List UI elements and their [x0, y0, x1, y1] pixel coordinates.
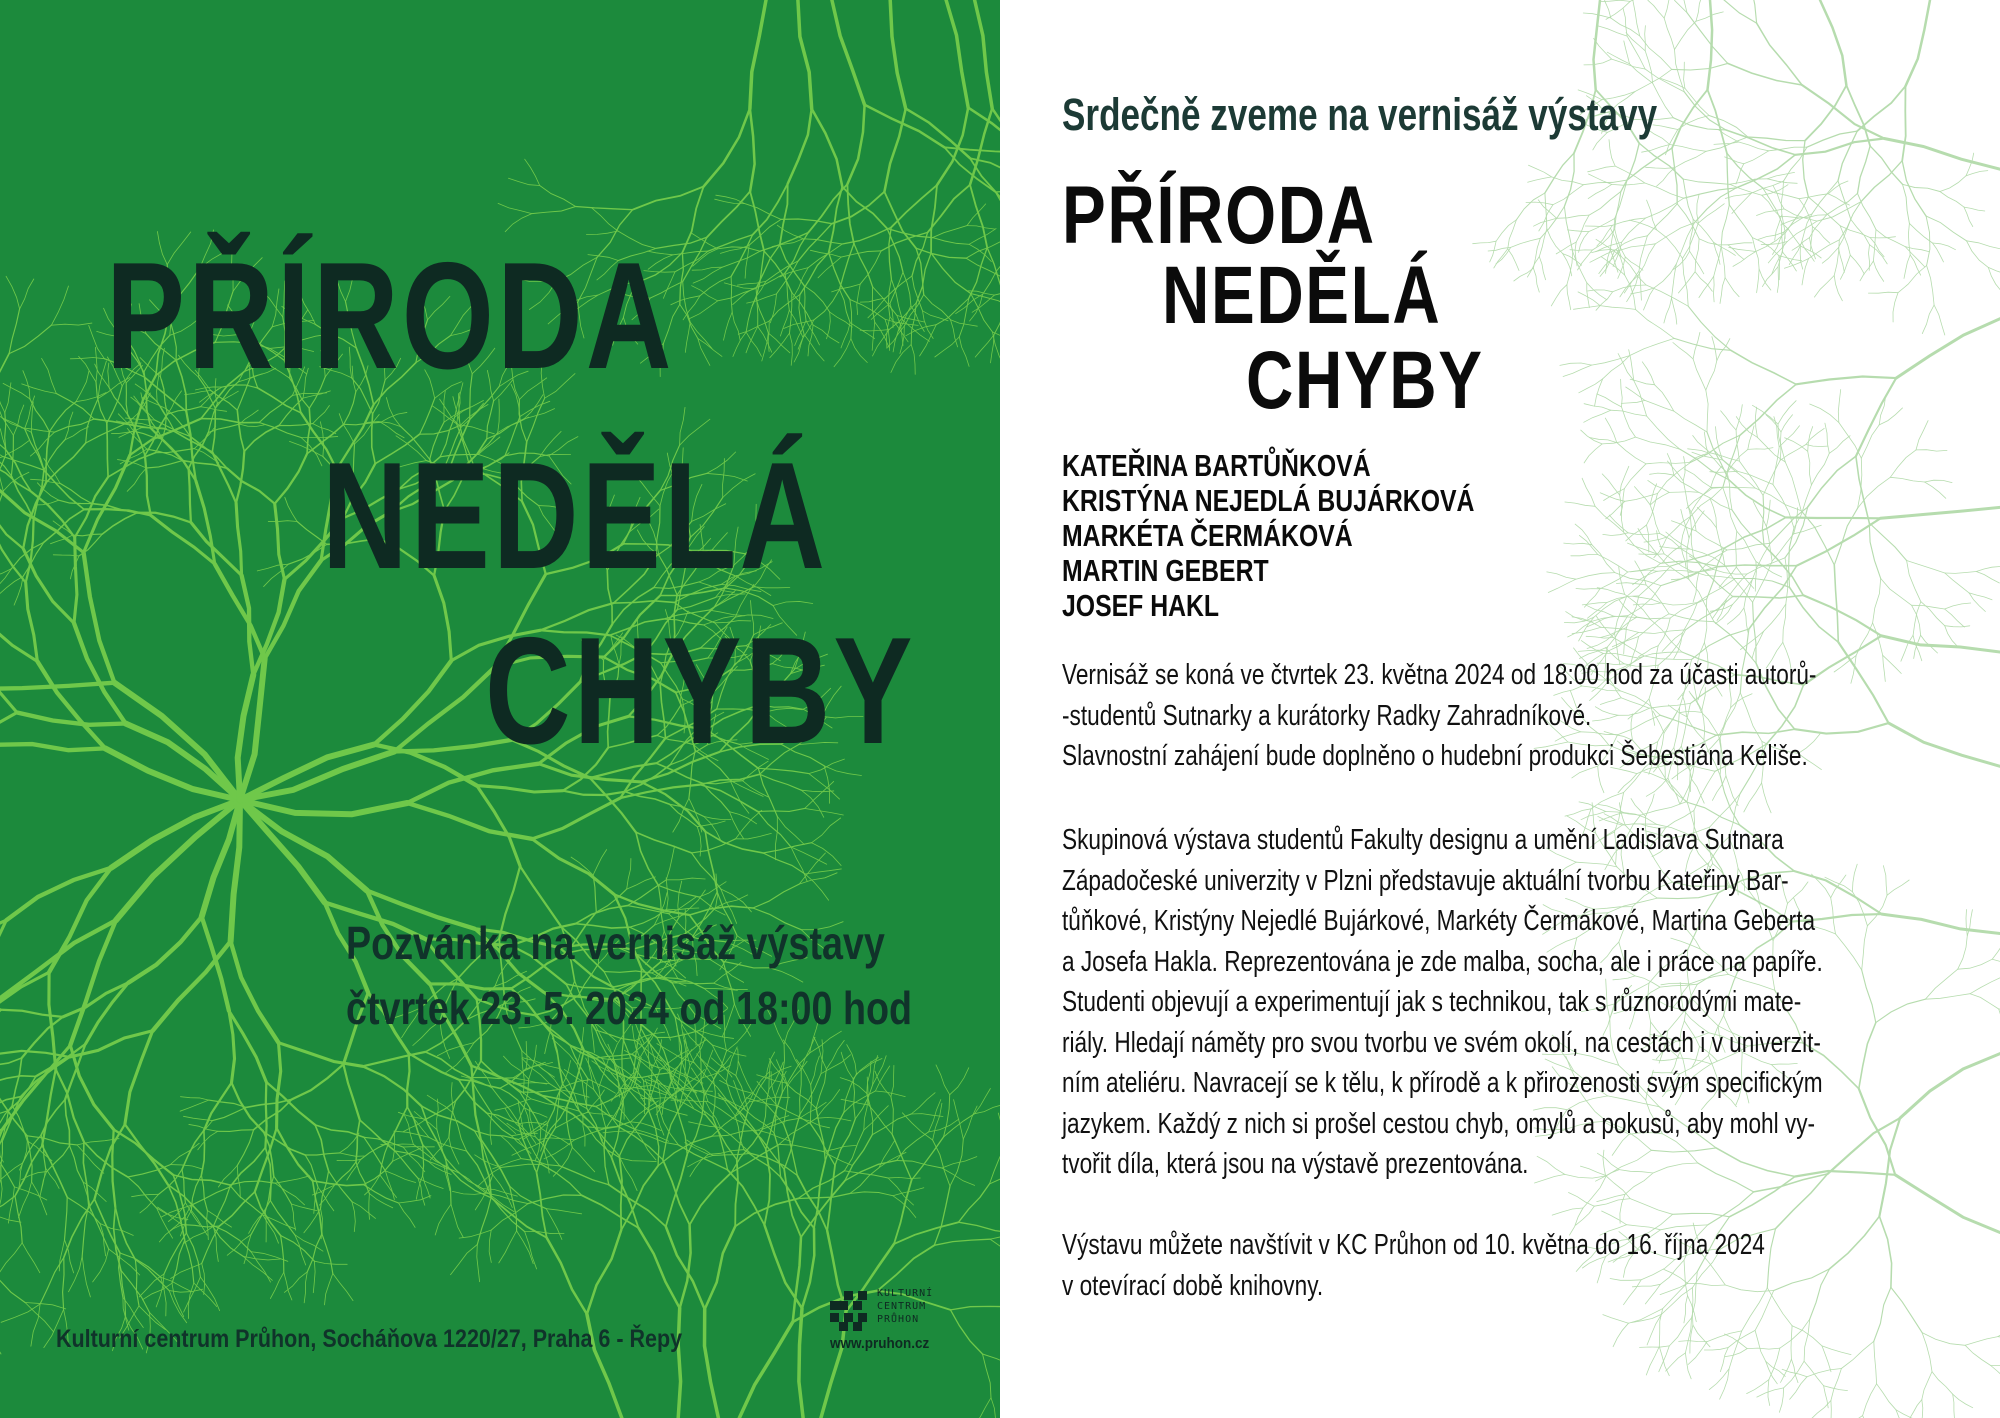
author-name: KRISTÝNA NEJEDLÁ BUJÁRKOVÁ: [1062, 483, 1475, 518]
website-url[interactable]: www.pruhon.cz: [830, 1335, 930, 1352]
kc-pruhon-logo: [830, 1285, 950, 1355]
greeting: Srdečně zveme na vernisáž výstavy: [1062, 89, 1658, 140]
pixel-grid-logo-icon: [830, 1291, 872, 1331]
logo-name: [877, 1287, 937, 1326]
invitation-heading: Pozvánka na vernisáž výstavy: [346, 917, 885, 969]
paragraph-line: a Josefa Hakla. Reprezentována je zde malba, socha, ale i práce na papíře.: [1062, 945, 1823, 978]
exhibition-title-line-1: PŘÍRODA: [1062, 170, 1376, 261]
paragraph-line: v otevírací době knihovny.: [1062, 1269, 1324, 1302]
title-line-1: PŘÍRODA: [106, 231, 675, 401]
exhibition-title-line-3: CHYBY: [1246, 335, 1484, 426]
paragraph-line: -studentů Sutnarky a kurátorky Radky Zahradníkové.: [1062, 699, 1592, 732]
event-details-paragraph: [1062, 655, 1920, 777]
logo-name-line-3: PRŮHON: [877, 1314, 920, 1325]
author-name: MARKÉTA ČERMÁKOVÁ: [1062, 518, 1353, 553]
paragraph-line: Výstavu můžete navštívit v KC Průhon od 10. května do 16. října 2024: [1062, 1229, 1765, 1261]
logo-name-line-1: KULTURNÍ: [877, 1288, 934, 1299]
logo-name-line-2: CENTRUM: [877, 1301, 927, 1312]
paragraph-line: Západočeské univerzity v Plzni představuje aktuální tvorbu Kateřiny Bar-: [1062, 864, 1789, 897]
paragraph-line: Skupinová výstava studentů Fakulty designu a umění Ladislava Sutnara: [1062, 824, 1784, 856]
paragraph-line: Studenti objevují a experimentují jak s technikou, tak s různorodými mate-: [1062, 986, 1802, 1018]
paragraph-line: ním ateliéru. Navracejí se k tělu, k přírodě a k přirozenosti svým specifickým: [1062, 1067, 1823, 1099]
paragraph-line: tvořit díla, která jsou na výstavě prezentována.: [1062, 1148, 1529, 1180]
paragraph-line: tůňkové, Kristýny Nejedlé Bujárkové, Markéty Čermákové, Martina Geberta: [1062, 905, 1816, 937]
visiting-info-paragraph: [1062, 1225, 1920, 1306]
author-name: JOSEF HAKL: [1062, 588, 1220, 623]
invitation-text-panel: [1000, 0, 2000, 1418]
venue-address: Kulturní centrum Průhon, Socháňova 1220/27, Praha 6 - Řepy: [56, 1325, 683, 1353]
title-line-2: NEDĚLÁ: [322, 431, 829, 601]
paragraph-line: Vernisáž se koná ve čtvrtek 23. května 2024 od 18:00 hod za účasti autorů-: [1062, 659, 1817, 691]
exhibition-description-paragraph: [1062, 820, 1920, 1185]
author-name: KATEŘINA BARTŮŇKOVÁ: [1062, 448, 1371, 483]
exhibition-title-line-2: NEDĚLÁ: [1162, 250, 1442, 341]
author-list: [1062, 448, 1578, 623]
invitation-date: čtvrtek 23. 5. 2024 od 18:00 hod: [346, 982, 913, 1034]
title-line-3: CHYBY: [485, 606, 916, 776]
author-name: MARTIN GEBERT: [1062, 553, 1269, 588]
paragraph-line: jazykem. Každý z nich si prošel cestou chyb, omylů a pokusů, aby mohl vy-: [1062, 1107, 1816, 1140]
paragraph-line: riály. Hledají náměty pro svou tvorbu ve svém okolí, na cestách i v univerzit-: [1062, 1026, 1821, 1059]
paragraph-line: Slavnostní zahájení bude doplněno o hudební produkci Šebestiána Keliše.: [1062, 740, 1808, 772]
